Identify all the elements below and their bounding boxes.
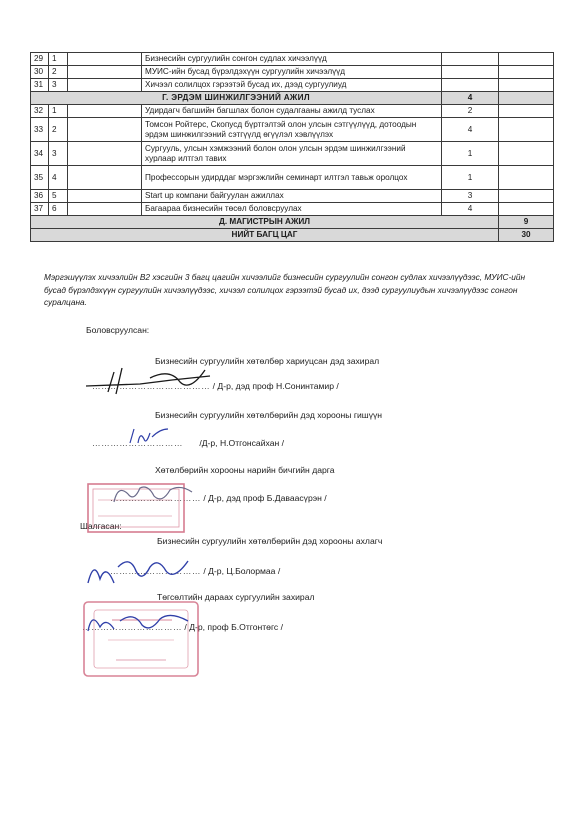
signature-mark <box>108 480 196 510</box>
row-number: 36 <box>31 190 49 203</box>
elective-note: Мэргэшүүлэх хичээлийн В2 хэсгийн 3 багц цагийн хичээлийг бизнесийн сургуулийн сонгон судлах хичээлүүдээс, МУИС-ийн бусад бүрэлдэхүүн сургуулийн хичээлүүдээс, хичээл солилцох гэрээтэй бусад их, дээд сургуулиудын хичээлүүдээс сонгон суралцана. <box>44 272 526 307</box>
row-number: 30 <box>31 66 49 79</box>
row-number: 35 <box>31 166 49 190</box>
row-credit: 4 <box>442 118 499 142</box>
empty-cell <box>68 66 142 79</box>
row-subnumber: 4 <box>49 166 68 190</box>
empty-cell <box>499 203 554 216</box>
row-subnumber: 3 <box>49 79 68 92</box>
curriculum-table <box>30 52 554 242</box>
empty-cell <box>499 92 554 105</box>
prepared-label: Боловсруулсан: <box>86 325 150 335</box>
signature-dots: ………………………… <box>110 493 201 503</box>
row-credit <box>442 66 499 79</box>
signature-mark <box>84 607 194 637</box>
signature-dots: ………………………………… <box>92 381 211 391</box>
empty-cell <box>68 53 142 66</box>
row-subnumber: 3 <box>49 142 68 166</box>
section-row-thesis <box>31 216 554 229</box>
signature-mark <box>80 362 220 398</box>
signatory-name: / Д-р, дэд проф Н.Сонинтамир / <box>212 381 339 391</box>
table-row <box>31 79 554 92</box>
section-credit: 4 <box>442 92 499 105</box>
row-subnumber: 1 <box>49 105 68 118</box>
empty-cell <box>499 53 554 66</box>
signature-dots: ………………………… <box>110 566 201 576</box>
signatory-name: / Д-р, Ц.Болормаа / <box>203 566 281 576</box>
row-title: Удирдагч багшийн багшлах болон судалгааны ажилд туслах <box>142 105 442 118</box>
empty-cell <box>68 105 142 118</box>
signatory-position: Хөтөлбөрийн хорооны нарийн бичгийн дарга <box>155 465 335 475</box>
row-title: Сургууль, улсын хэмжээний болон олон улсын эрдэм шинжилгээний хурлаар илтгэл тавих <box>142 142 442 166</box>
row-subnumber: 2 <box>49 66 68 79</box>
row-title: Профессорын удирддаг мэргэжлийн семинарт илтгэл тавьж оролцох <box>142 166 442 190</box>
row-title: Багаараа бизнесийн төсөл боловсруулах <box>142 203 442 216</box>
table-row <box>31 53 554 66</box>
empty-cell <box>499 142 554 166</box>
signatory-position: Бизнесийн сургуулийн хөтөлбөрийн дэд хорооны гишүүн <box>155 410 383 420</box>
row-credit: 4 <box>442 203 499 216</box>
empty-cell <box>68 142 142 166</box>
row-title: МУИС-ийн бусад бүрэлдэхүүн сургуулийн хичээлүүд <box>142 66 442 79</box>
table-row <box>31 166 554 190</box>
row-title: Хичээл солилцох гэрээтэй бусад их, дээд сургуулиуд <box>142 79 442 92</box>
table-row <box>31 118 554 142</box>
signature-dots: ………………………… <box>92 438 183 448</box>
section-credit: 9 <box>499 216 554 229</box>
signatory-name: / Д-р, проф Б.Отгонтөгс / <box>184 622 283 632</box>
empty-cell <box>499 166 554 190</box>
signatory-name: / Д-р, дэд проф Б.Даваасүрэн / <box>203 493 327 503</box>
empty-cell <box>499 105 554 118</box>
row-number: 34 <box>31 142 49 166</box>
total-row <box>31 229 554 242</box>
row-credit: 2 <box>442 105 499 118</box>
row-number: 29 <box>31 53 49 66</box>
row-credit: 1 <box>442 166 499 190</box>
row-credit: 1 <box>442 142 499 166</box>
total-title: НИЙТ БАГЦ ЦАГ <box>31 229 499 242</box>
table-row <box>31 66 554 79</box>
row-title: Start up компани байгуулан ажиллах <box>142 190 442 203</box>
section-title: Д. МАГИСТРЫН АЖИЛ <box>31 216 499 229</box>
signature-line <box>92 438 284 448</box>
checked-label: Шалгасан: <box>80 521 122 531</box>
row-number: 31 <box>31 79 49 92</box>
section-title: Г. ЭРДЭМ ШИНЖИЛГЭЭНИЙ АЖИЛ <box>31 92 442 105</box>
row-title: Томсон Ройтерс, Скопусд бүртгэлтэй олон улсын сэтгүүлүүд, дотоодын эрдэм шинжилгээний сэтгүүлд өгүүлэл хэвлүүлэх <box>142 118 442 142</box>
empty-cell <box>68 79 142 92</box>
table-row <box>31 105 554 118</box>
total-credit: 30 <box>499 229 554 242</box>
signatory-position: Бизнесийн сургуулийн хөтөлбөр хариуцсан дэд захирал <box>155 356 380 366</box>
signatory-name: /Д-р, Н.Отгонсайхан / <box>199 438 285 448</box>
row-number: 33 <box>31 118 49 142</box>
signatory-position: Төгсөлтийн дараах сургуулийн захирал <box>157 592 315 602</box>
row-credit <box>442 53 499 66</box>
section-row-research <box>31 92 554 105</box>
table-row <box>31 203 554 216</box>
signature-dots: …………………………… <box>82 622 183 632</box>
row-subnumber: 6 <box>49 203 68 216</box>
row-subnumber: 5 <box>49 190 68 203</box>
row-credit: 3 <box>442 190 499 203</box>
empty-cell <box>68 118 142 142</box>
table-row <box>31 190 554 203</box>
empty-cell <box>68 190 142 203</box>
row-number: 37 <box>31 203 49 216</box>
row-subnumber: 2 <box>49 118 68 142</box>
empty-cell <box>499 66 554 79</box>
signatory-position: Бизнесийн сургуулийн хөтөлбөрийн дэд хорооны ахлагч <box>157 536 383 546</box>
row-number: 32 <box>31 105 49 118</box>
signature-mark <box>84 553 194 591</box>
table-row <box>31 142 554 166</box>
empty-cell <box>499 118 554 142</box>
row-title: Бизнесийн сургуулийн сонгон судлах хичээлүүд <box>142 53 442 66</box>
empty-cell <box>68 166 142 190</box>
empty-cell <box>499 79 554 92</box>
row-credit <box>442 79 499 92</box>
empty-cell <box>499 190 554 203</box>
empty-cell <box>68 203 142 216</box>
signature-mark <box>126 425 170 447</box>
row-subnumber: 1 <box>49 53 68 66</box>
